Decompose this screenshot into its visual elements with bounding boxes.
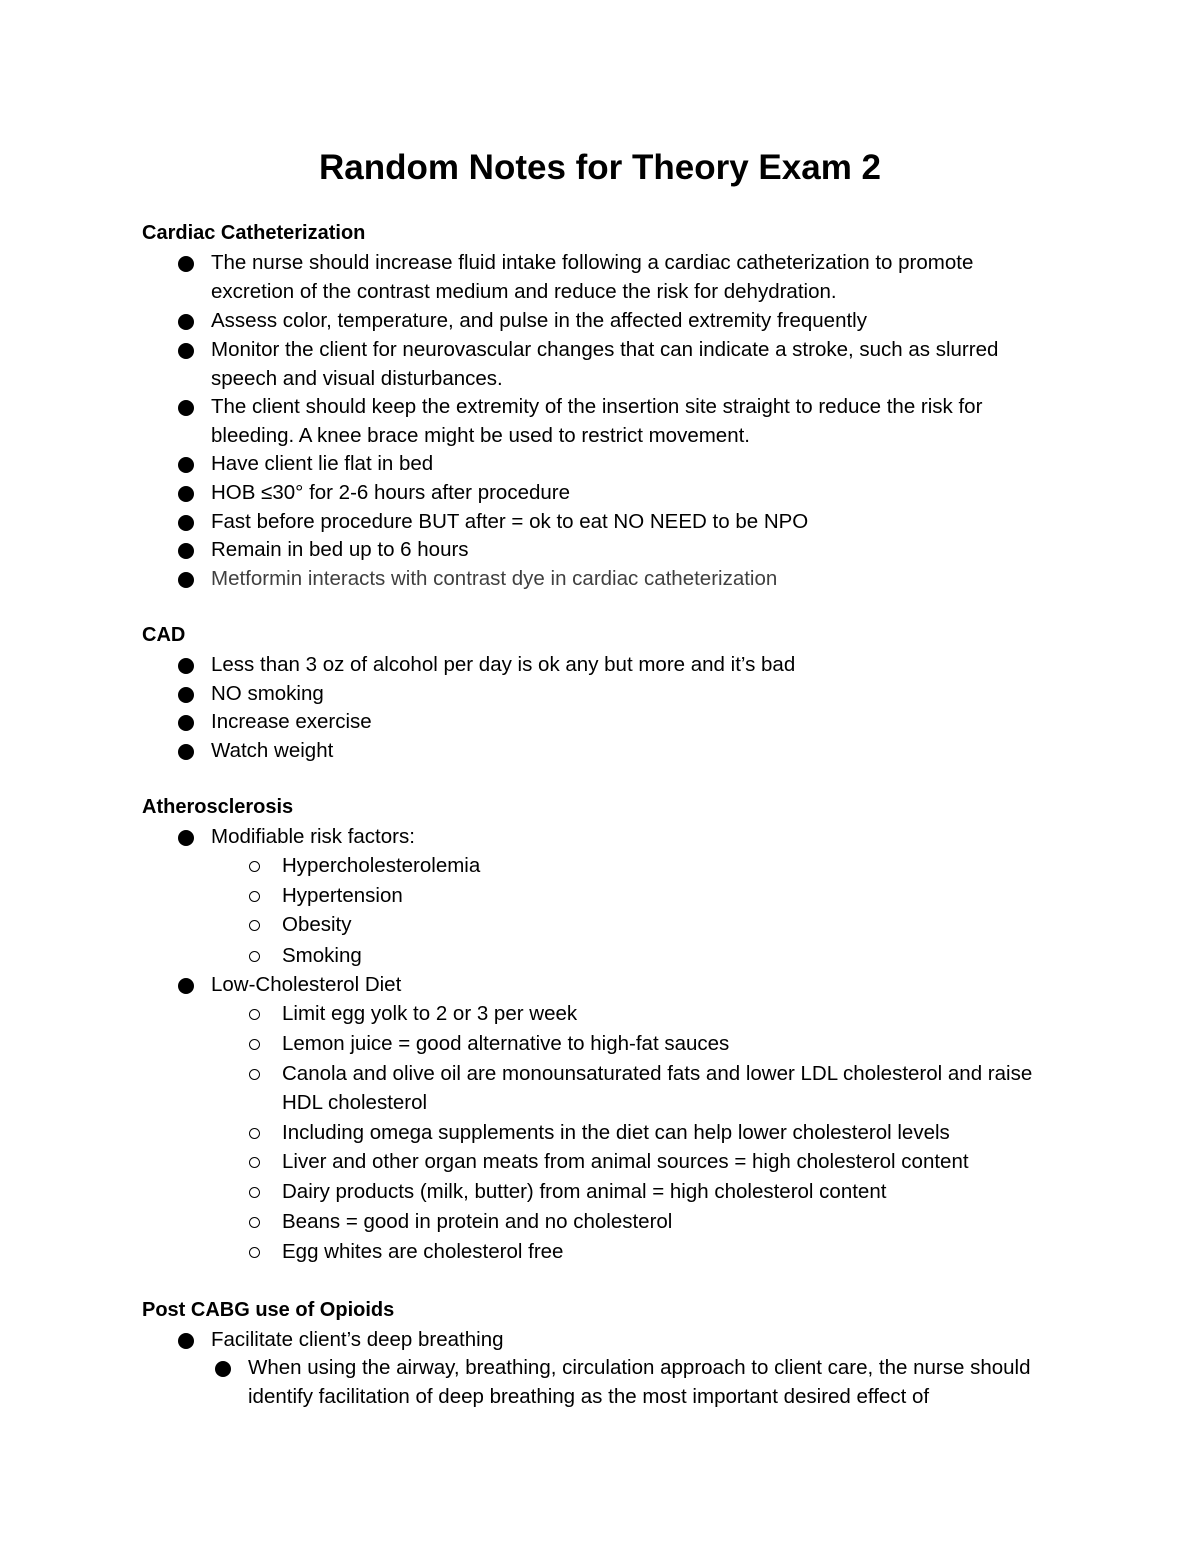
sub-list-item: Smoking bbox=[282, 941, 1042, 970]
list-item: Increase exercise bbox=[211, 707, 1061, 736]
circle-bullet-icon bbox=[249, 920, 260, 931]
bullet-icon bbox=[178, 314, 194, 330]
page-title: Random Notes for Theory Exam 2 bbox=[318, 148, 882, 187]
sub-list-item: Limit egg yolk to 2 or 3 per week bbox=[282, 999, 1042, 1028]
bullet-icon bbox=[178, 572, 194, 588]
list-item: Low-Cholesterol Diet bbox=[211, 970, 1061, 999]
bullet-icon bbox=[178, 978, 194, 994]
list-item: HOB ≤30° for 2-6 hours after procedure bbox=[211, 478, 1061, 507]
bullet-icon bbox=[178, 543, 194, 559]
sub-list-item: Egg whites are cholesterol free bbox=[282, 1237, 1042, 1266]
sub-list-item: Obesity bbox=[282, 910, 1042, 939]
circle-bullet-icon bbox=[249, 891, 260, 902]
list-item: Metformin interacts with contrast dye in cardiac catheterization bbox=[211, 564, 1061, 593]
bullet-icon bbox=[178, 1333, 194, 1349]
circle-bullet-icon bbox=[249, 1187, 260, 1198]
list-item: Assess color, temperature, and pulse in the affected extremity frequently bbox=[211, 306, 1061, 335]
sub-list-item: When using the airway, breathing, circulation approach to client care, the nurse should identify facilitation of deep breathing as the most important desired effect of bbox=[248, 1353, 1068, 1411]
bullet-icon bbox=[178, 744, 194, 760]
list-item: Fast before procedure BUT after = ok to eat NO NEED to be NPO bbox=[211, 507, 1061, 536]
list-item: The nurse should increase fluid intake following a cardiac catheterization to promote excretion of the contrast medium and reduce the risk for dehydration. bbox=[211, 248, 1061, 306]
list-item: The client should keep the extremity of the insertion site straight to reduce the risk for bleeding. A knee brace might be used to restrict movement. bbox=[211, 392, 1061, 450]
section-heading-atherosclerosis: Atherosclerosis bbox=[142, 796, 294, 818]
bullet-icon bbox=[178, 400, 194, 416]
section-heading-cardiac-catheterization: Cardiac Catheterization bbox=[142, 222, 366, 244]
bullet-icon bbox=[178, 256, 194, 272]
sub-list-item: Hypercholesterolemia bbox=[282, 851, 1042, 880]
bullet-icon bbox=[215, 1361, 231, 1377]
bullet-icon bbox=[178, 687, 194, 703]
section-heading-cad: CAD bbox=[142, 624, 186, 646]
bullet-icon bbox=[178, 343, 194, 359]
sub-list-item: Including omega supplements in the diet can help lower cholesterol levels bbox=[282, 1118, 1042, 1147]
list-item: Monitor the client for neurovascular changes that can indicate a stroke, such as slurred speech and visual disturbances. bbox=[211, 335, 1061, 393]
circle-bullet-icon bbox=[249, 1217, 260, 1228]
list-item: NO smoking bbox=[211, 679, 1061, 708]
circle-bullet-icon bbox=[249, 861, 260, 872]
bullet-icon bbox=[178, 830, 194, 846]
circle-bullet-icon bbox=[249, 1069, 260, 1080]
list-item: Watch weight bbox=[211, 736, 1061, 765]
list-item: Modifiable risk factors: bbox=[211, 822, 1061, 851]
circle-bullet-icon bbox=[249, 1039, 260, 1050]
bullet-icon bbox=[178, 715, 194, 731]
sub-list-item: Hypertension bbox=[282, 881, 1042, 910]
list-item: Remain in bed up to 6 hours bbox=[211, 535, 1061, 564]
section-heading-post-cabg: Post CABG use of Opioids bbox=[142, 1299, 395, 1321]
bullet-icon bbox=[178, 515, 194, 531]
circle-bullet-icon bbox=[249, 1247, 260, 1258]
list-item: Have client lie flat in bed bbox=[211, 449, 1061, 478]
circle-bullet-icon bbox=[249, 1009, 260, 1020]
circle-bullet-icon bbox=[249, 1128, 260, 1139]
circle-bullet-icon bbox=[249, 1157, 260, 1168]
sub-list-item: Canola and olive oil are monounsaturated fats and lower LDL cholesterol and raise HDL cholesterol bbox=[282, 1059, 1042, 1117]
bullet-icon bbox=[178, 658, 194, 674]
bullet-icon bbox=[178, 486, 194, 502]
sub-list-item: Dairy products (milk, butter) from animal = high cholesterol content bbox=[282, 1177, 1042, 1206]
sub-list-item: Beans = good in protein and no cholesterol bbox=[282, 1207, 1042, 1236]
sub-list-item: Liver and other organ meats from animal sources = high cholesterol content bbox=[282, 1147, 1042, 1176]
bullet-icon bbox=[178, 457, 194, 473]
list-item: Facilitate client’s deep breathing bbox=[211, 1325, 1061, 1354]
circle-bullet-icon bbox=[249, 951, 260, 962]
list-item: Less than 3 oz of alcohol per day is ok any but more and it’s bad bbox=[211, 650, 1061, 679]
sub-list-item: Lemon juice = good alternative to high-fat sauces bbox=[282, 1029, 1042, 1058]
